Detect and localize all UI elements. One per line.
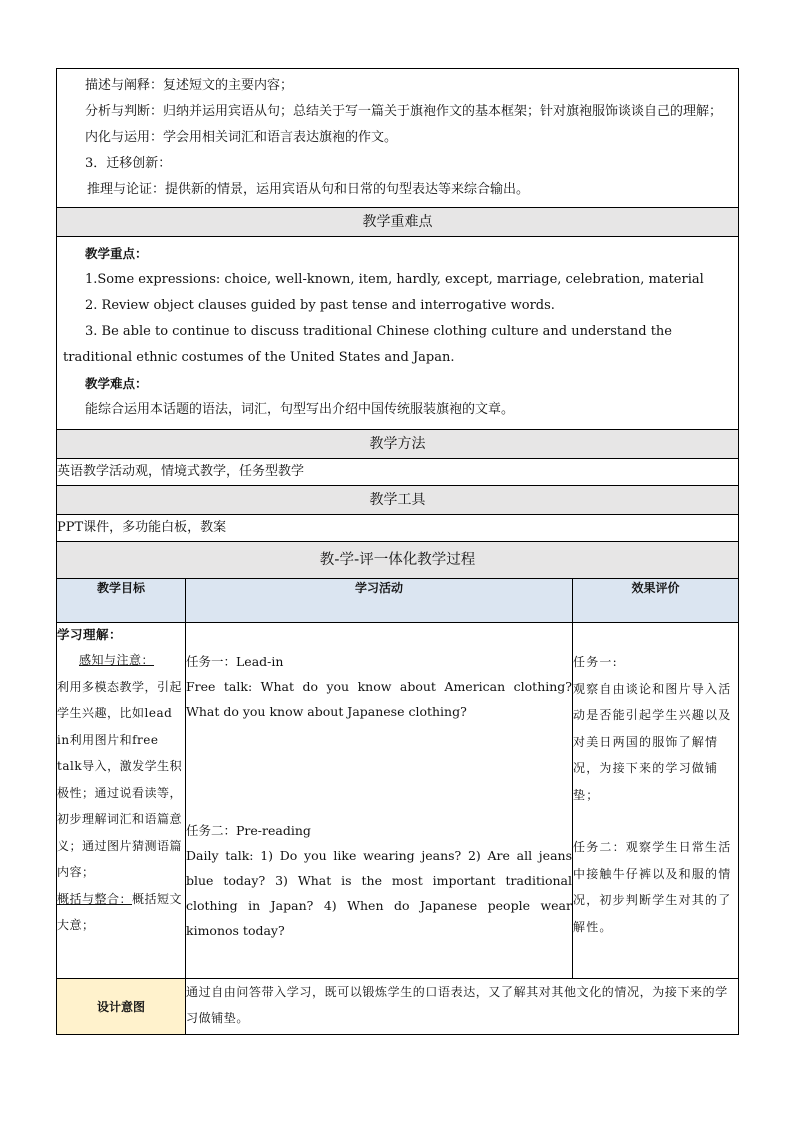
objective-internalize: 内化与运用：学会用相关词汇和语言表达旗袍的作文。 — [85, 130, 398, 145]
key-points-row — [57, 237, 739, 430]
goal-title: 学习理解： — [57, 627, 123, 642]
eval1-text: 观察自由谈论和图片导入活动是否能引起学生兴趣以及对美日两国的服饰了解情况，为接下来的学习做铺垫； — [573, 681, 732, 802]
process-header: 教-学-评一体化教学过程 — [57, 542, 739, 579]
tools-header: 教学工具 — [57, 486, 739, 515]
process-header-row — [57, 542, 739, 579]
eval1-title: 任务一: — [573, 655, 618, 669]
process-column-headers — [57, 579, 739, 623]
focus-item-2: 2. Review object clauses guided by past tense and interrogative words. — [85, 298, 555, 313]
key-points-header: 教学重难点 — [57, 208, 739, 237]
tools-row — [57, 515, 739, 542]
goal-sub1: 感知与注意： — [79, 653, 155, 667]
design-text: 通过自由问答带入学习，既可以锻炼学生的口语表达，又了解其对其他文化的情况，为接下来的学习做铺垫。 — [186, 979, 739, 1035]
eval2-text: 任务二：观察学生日常生活中接触牛仔裤以及和服的情况，初步判断学生对其的了解性。 — [573, 840, 732, 934]
col-activity-header: 学习活动 — [186, 579, 573, 623]
method-header-row — [57, 430, 739, 459]
objective-reasoning: 推理与论证：提供新的情景，运用宾语从句和日常的句型表达等来综合输出。 — [87, 182, 530, 197]
task2-title: 任务二：Pre-reading — [186, 823, 311, 838]
task1-title: 任务一：Lead-in — [186, 654, 284, 669]
focus-label: 教学重点： — [85, 246, 148, 261]
design-intent-row — [57, 979, 739, 1035]
lesson-plan-table — [56, 68, 739, 1035]
col-eval-header: 效果评价 — [573, 579, 739, 623]
method-header: 教学方法 — [57, 430, 739, 459]
process-content-row — [57, 623, 739, 979]
task1-text: Free talk: What do you know about American clothing? What do you know about Japanese clothing? — [186, 679, 572, 719]
eval-cell — [573, 623, 739, 979]
activity-cell — [186, 623, 573, 979]
objective-describe: 描述与阐释：复述短文的主要内容； — [85, 78, 294, 93]
goal-text1: 利用多模态教学，引起学生兴趣，比如lead in利用图片和free talk导入，激发学生积极性；通过说看读等，初步理解词汇和语篇意义；通过图片猜测语篇内容； — [57, 679, 183, 879]
objective-transfer-heading: 3．迁移创新： — [85, 156, 172, 171]
lesson-plan-page — [56, 68, 738, 1035]
design-label: 设计意图 — [57, 979, 186, 1035]
tools-text: PPT课件，多功能白板，教案 — [57, 515, 739, 542]
focus-item-3: 3. Be able to continue to discuss traditional Chinese clothing culture and understand the traditional ethnic costumes of the United States and Japan. — [63, 324, 672, 365]
goal-cell — [57, 623, 186, 979]
objectives-continuation-row — [57, 69, 739, 208]
method-text: 英语教学活动观，情境式教学，任务型教学 — [57, 459, 739, 486]
method-row — [57, 459, 739, 486]
goal-sub2-wrap — [57, 886, 185, 939]
objective-analyze: 分析与判断：归纳并运用宾语从句；总结关于写一篇关于旗袍作文的基本框架；针对旗袍服饰谈谈自己的理解； — [85, 104, 723, 119]
difficulty-label: 教学难点： — [85, 376, 148, 391]
goal-sub2: 概括与整合： — [57, 891, 133, 906]
tools-header-row — [57, 486, 739, 515]
task2-text: Daily talk: 1) Do you like wearing jeans? 2) Are all jeans blue today? 3) What is the most important traditional clothing in Japan? 4) When do Japanese people wear kimonos today? — [186, 848, 572, 938]
col-goal-header: 教学目标 — [57, 579, 186, 623]
goal-sub1-wrap — [57, 647, 185, 674]
key-points-header-row — [57, 208, 739, 237]
goal-text2: 概括短文大意； — [57, 891, 183, 932]
focus-item-1: 1.Some expressions: choice, well-known, item, hardly, except, marriage, celebration, material — [85, 272, 704, 287]
difficulty-text: 能综合运用本话题的语法，词汇，句型写出介绍中国传统服装旗袍的文章。 — [85, 402, 515, 417]
